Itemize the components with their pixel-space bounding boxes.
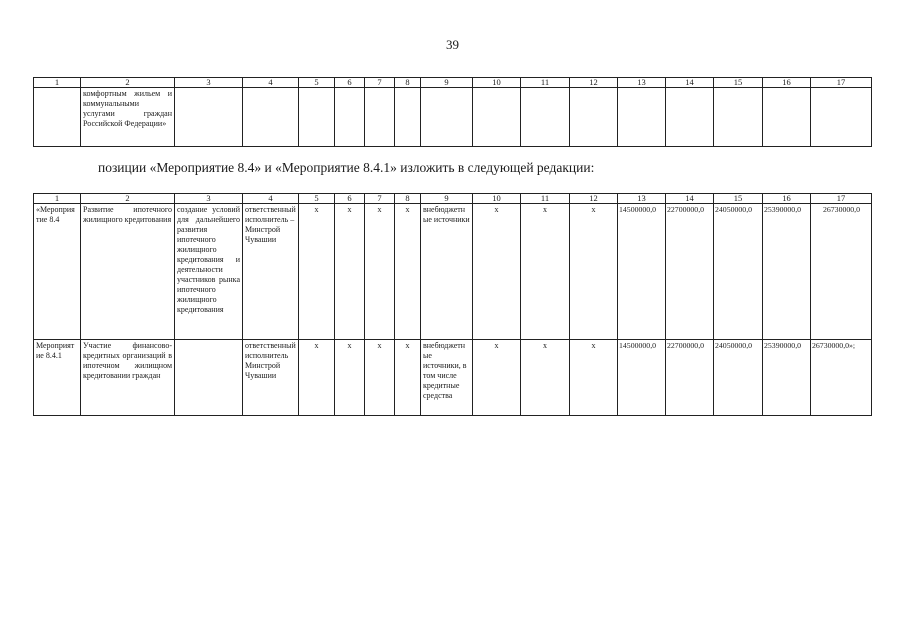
table-cell: [175, 88, 243, 147]
table-cell: х: [365, 204, 395, 340]
table-cell: х: [395, 340, 421, 416]
executor-cell: ответственный исполнитель – Минстрой Чувашии: [243, 204, 299, 340]
column-number: 2: [81, 194, 175, 204]
table-cell: [335, 88, 365, 147]
column-number: 6: [335, 78, 365, 88]
table-cell: х: [570, 340, 618, 416]
column-number: 16: [763, 78, 811, 88]
table-cell: [763, 88, 811, 147]
column-number: 5: [299, 194, 335, 204]
executor-cell: ответственный исполнитель Минстрой Чувашии: [243, 340, 299, 416]
column-number: 15: [714, 194, 763, 204]
amount-cell: 26730000,0: [811, 204, 872, 340]
table-cell: [299, 88, 335, 147]
column-number: 4: [243, 194, 299, 204]
column-number: 17: [811, 78, 872, 88]
funding-source-cell: внебюджетные источники: [421, 204, 473, 340]
column-number: 16: [763, 194, 811, 204]
amount-cell: 26730000,0»;: [811, 340, 872, 416]
column-number: 2: [81, 78, 175, 88]
table-header-row: [34, 78, 872, 88]
column-number: 8: [395, 194, 421, 204]
amount-cell: 24050000,0: [714, 340, 763, 416]
amount-cell: 22700000,0: [666, 340, 714, 416]
column-number: 12: [570, 78, 618, 88]
amount-cell: 25390000,0: [763, 340, 811, 416]
table-cell: [811, 88, 872, 147]
table-cell: [34, 88, 81, 147]
table-cell: х: [473, 204, 521, 340]
table-header-row: [34, 194, 872, 204]
table-cell: [473, 88, 521, 147]
amount-cell: 22700000,0: [666, 204, 714, 340]
table-cell: х: [335, 340, 365, 416]
measure-goal-cell: создание условий для дальнейшего развития ипотечного жилищного кредитования и деятельности участников рынка ипотечного жилищного кредитования: [175, 204, 243, 340]
table-cell: х: [570, 204, 618, 340]
column-number: 13: [618, 78, 666, 88]
table-cell: [395, 88, 421, 147]
table-cell: х: [473, 340, 521, 416]
column-number: 4: [243, 78, 299, 88]
page-number: 39: [446, 37, 459, 52]
column-number: 7: [365, 194, 395, 204]
column-number: 14: [666, 78, 714, 88]
measure-code-cell: Мероприятие 8.4.1: [34, 340, 81, 416]
amount-cell: 14500000,0: [618, 204, 666, 340]
table-cell: [714, 88, 763, 147]
column-number: 1: [34, 194, 81, 204]
bottom-table: [33, 193, 872, 416]
measure-goal-cell: [175, 340, 243, 416]
table-row: [34, 88, 872, 147]
measure-code-cell: «Мероприятие 8.4: [34, 204, 81, 340]
column-number: 8: [395, 78, 421, 88]
table-cell: [421, 88, 473, 147]
column-number: 10: [473, 194, 521, 204]
column-number: 10: [473, 78, 521, 88]
column-number: 1: [34, 78, 81, 88]
column-number: 17: [811, 194, 872, 204]
column-number: 5: [299, 78, 335, 88]
table-cell: х: [395, 204, 421, 340]
amount-cell: 24050000,0: [714, 204, 763, 340]
table-cell: [521, 88, 570, 147]
table-cell: х: [299, 340, 335, 416]
column-number: 9: [421, 78, 473, 88]
table-cell: х: [521, 340, 570, 416]
table-cell: х: [521, 204, 570, 340]
table-cell: х: [299, 204, 335, 340]
column-number: 6: [335, 194, 365, 204]
table-cell: [365, 88, 395, 147]
table-cell: [618, 88, 666, 147]
column-number: 3: [175, 194, 243, 204]
measure-name-cell: Участие финансово-кредитных организаций в ипотечном жилищном кредитовании граждан: [81, 340, 175, 416]
column-number: 11: [521, 78, 570, 88]
funding-source-cell: внебюджетные источники, в том числе кредитные средства: [421, 340, 473, 416]
table-cell: х: [335, 204, 365, 340]
column-number: 3: [175, 78, 243, 88]
column-number: 15: [714, 78, 763, 88]
table-row-measure-8-4: [34, 204, 872, 340]
table-cell: [666, 88, 714, 147]
column-number: 7: [365, 78, 395, 88]
table-cell: комфортным жильем и коммунальными услугами граждан Российской Федерации»: [81, 88, 175, 147]
top-table: [33, 77, 872, 147]
amount-cell: 14500000,0: [618, 340, 666, 416]
column-number: 14: [666, 194, 714, 204]
column-number: 13: [618, 194, 666, 204]
table-cell: х: [365, 340, 395, 416]
measure-name-cell: Развитие ипотечного жилищного кредитования: [81, 204, 175, 340]
column-number: 9: [421, 194, 473, 204]
column-number: 11: [521, 194, 570, 204]
column-number: 12: [570, 194, 618, 204]
table-cell: [570, 88, 618, 147]
amount-cell: 25390000,0: [763, 204, 811, 340]
instruction-text: позиции «Мероприятие 8.4» и «Мероприятие 8.4.1» изложить в следующей редакции:: [98, 160, 595, 175]
table-row-measure-8-4-1: [34, 340, 872, 416]
table-cell: [243, 88, 299, 147]
